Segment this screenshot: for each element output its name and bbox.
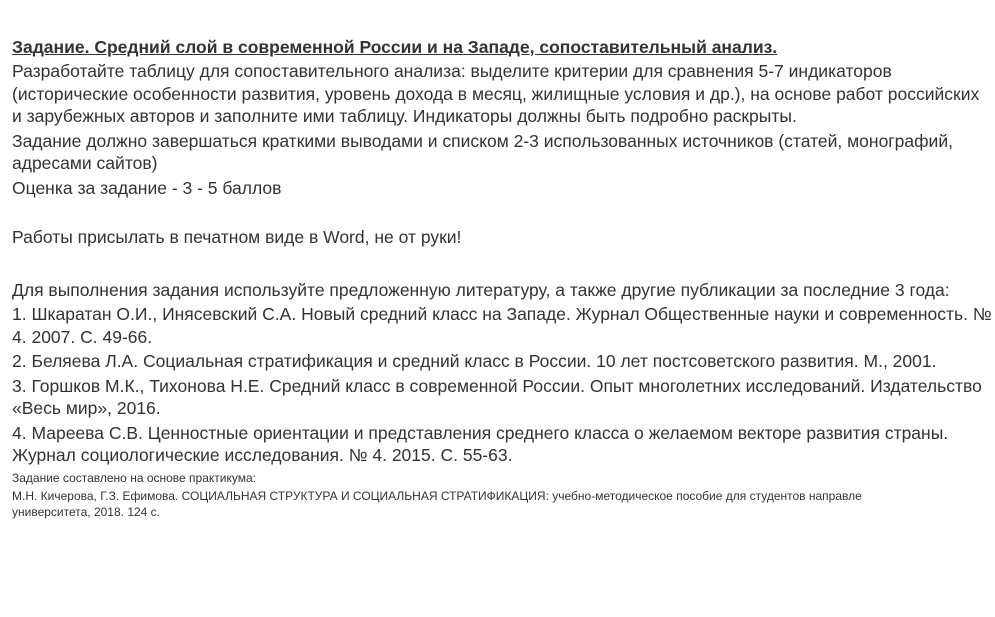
source-citation-line2: университета, 2018. 124 с. [12, 504, 161, 519]
source-block [12, 471, 995, 521]
task-paragraph-grade: Оценка за задание - 3 - 5 баллов [12, 177, 282, 198]
source-label: Задание составлено на основе практикума: [12, 470, 256, 485]
task-paragraph-conclusions: Задание должно завершаться краткими выводами и списком 2-3 использованных источников (статей, монографий, адресами сайтов) [12, 130, 953, 173]
submission-note: Работы присылать в печатном виде в Word, не от руки! [12, 227, 462, 247]
literature-intro: Для выполнения задания используйте предложенную литературу, а также другие публикации за последние 3 года: [12, 279, 950, 300]
literature-item: 1. Шкаратан О.И., Инясевский С.А. Новый средний класс на Западе. Журнал Общественные науки и современность. № 4. 2007. С. 49-66. [12, 304, 992, 347]
task-title: Задание. Средний слой в современной России и на Западе, сопоставительный анализ. [12, 37, 778, 57]
literature-item: 4. Мареева С.В. Ценностные ориентации и представления среднего класса о желаемом векторе развития страны. Журнал социологические исследования. № 4. 2015. С. 55-63. [12, 422, 949, 465]
task-paragraph-indicators: Разработайте таблицу для сопоставительного анализа: выделите критерии для сравнения 5-7 индикаторов (исторические особенности развития, уровень дохода в месяц, жилищные условия и др.), на основе работ российских и зарубежных авторов и заполните ими таблицу. Индикаторы должны быть подробно раскрыты. [12, 61, 980, 126]
source-citation-line1: М.Н. Кичерова, Г.З. Ефимова. СОЦИАЛЬНАЯ СТРУКТУРА И СОЦИАЛЬНАЯ СТРАТИФИКАЦИЯ: учебно-методическое пособие для студентов направле [12, 489, 862, 503]
literature-item: 2. Беляева Л.А. Социальная стратификация и средний класс в России. 10 лет постсоветского развития. М., 2001. [12, 351, 937, 371]
task-content [12, 36, 992, 520]
literature-item: 3. Горшков М.К., Тихонова Н.Е. Средний класс в современной России. Опыт многолетних исследований. Издательство «Весь мир», 2016. [12, 375, 982, 418]
